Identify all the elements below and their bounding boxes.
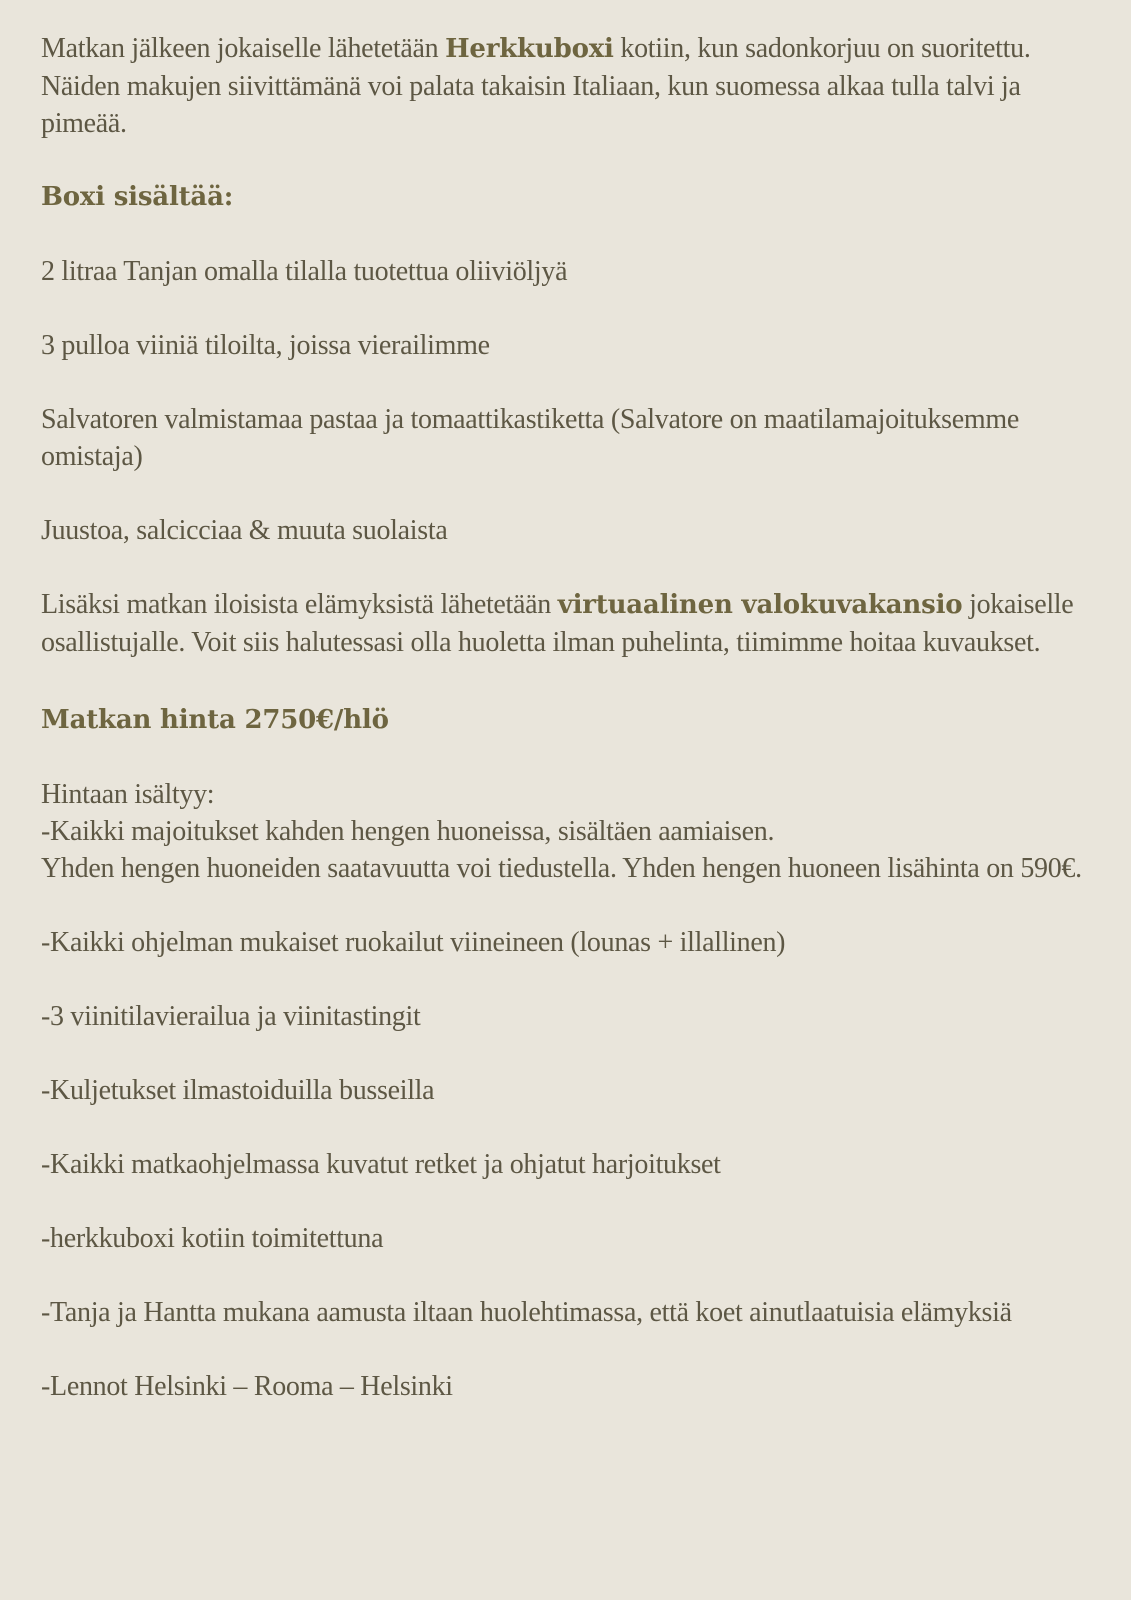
box-heading-text: Boxi sisältää: xyxy=(41,182,234,212)
single-room-note: Yhden hengen huoneiden saatavuutta voi tiedustella. Yhden hengen huoneen lisähinta on 590€. xyxy=(41,853,1082,884)
box-item: 3 pulloa viiniä tiloilta, joissa vierailimme xyxy=(41,330,490,361)
price-item: -Kaikki matkaohjelmassa kuvatut retket ja ohjatut harjoitukset xyxy=(41,1149,721,1180)
album-paragraph xyxy=(41,586,1091,661)
price-item: -Kuljetukset ilmastoiduilla busseilla xyxy=(41,1075,435,1106)
intro-text-end: kotiin, kun sadonkorjuu on suoritettu. Näiden makujen siivittämänä voi palata takaisin Italiaan, kun suomessa alkaa tulla talvi ja pimeää. xyxy=(41,33,1031,139)
box-item: Juustoa, salcicciaa & muuta suolaista xyxy=(41,515,448,546)
article-content xyxy=(41,30,1091,1442)
price-item: -Tanja ja Hantta mukana aamusta iltaan huolehtimassa, että koet ainutlaatuisia elämyksiä xyxy=(41,1297,1012,1328)
accommodation-item: -Kaikki majoitukset kahden hengen huoneissa, sisältäen aamiaisen. xyxy=(41,816,775,847)
price-item: -3 viinitilavierailua ja viinitastingit xyxy=(41,1001,421,1032)
box-item: Salvatoren valmistamaa pastaa ja tomaattikastiketta (Salvatore on maatilamajoituksemme omistaja) xyxy=(41,404,1019,472)
price-heading-text: Matkan hinta 2750€/hlö xyxy=(41,705,389,735)
price-item: -Lennot Helsinki – Rooma – Helsinki xyxy=(41,1371,453,1402)
price-heading xyxy=(41,702,1091,739)
herkkuboxi-bold: Herkkuboxi xyxy=(445,34,614,64)
box-item: 2 litraa Tanjan omalla tilalla tuotettua oliiviöljyä xyxy=(41,256,568,287)
price-item: -Kaikki ohjelman mukaiset ruokailut viineineen (lounas + illallinen) xyxy=(41,927,786,958)
includes-label: Hintaan isältyy: xyxy=(41,779,215,810)
album-bold: virtuaalinen valokuvakansio xyxy=(557,590,963,620)
intro-paragraph xyxy=(41,30,1091,142)
album-text-end: jokaiselle osallistujalle. Voit siis halutessasi olla huoletta ilman puhelinta, tiimimme hoitaa kuvaukset. xyxy=(41,589,1074,658)
intro-text-start: Matkan jälkeen jokaiselle lähetetään xyxy=(41,33,446,64)
box-heading xyxy=(41,179,1091,216)
price-item: -herkkuboxi kotiin toimitettuna xyxy=(41,1223,384,1254)
album-text-start: Lisäksi matkan iloisista elämyksistä lähetetään xyxy=(41,589,558,620)
